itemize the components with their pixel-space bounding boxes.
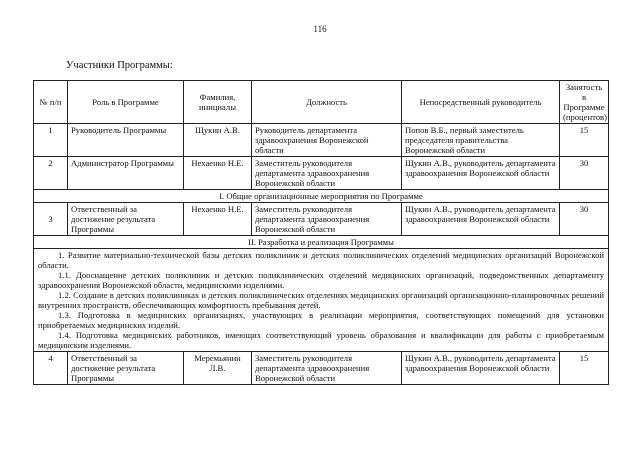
paragraph-1-2: 1.2. Создание в детских поликлиниках и детских поликлинических отделениях медицинских организаций организационно-планировочных решений внутренних пространств, обеспечивающих комфортность пребывания детей. bbox=[38, 290, 604, 310]
row-position: Заместитель руководителя департамента здравоохранения Воронежской области bbox=[252, 203, 402, 236]
row-load: 15 bbox=[560, 352, 609, 385]
paragraph-row bbox=[34, 249, 609, 352]
row-supervisor: Попов В.Б., первый заместитель председателя правительства Воронежской области bbox=[402, 124, 560, 157]
row-position: Заместитель руководителя департамента здравоохранения Воронежской области bbox=[252, 157, 402, 190]
section-title: Участники Программы: bbox=[66, 60, 173, 71]
section-heading-2: II. Разработка и реализация Программы bbox=[34, 236, 609, 249]
row-num: 1 bbox=[34, 124, 68, 157]
row-role: Администратор Программы bbox=[68, 157, 184, 190]
row-role: Руководитель Программы bbox=[68, 124, 184, 157]
row-supervisor: Щукин А.В., руководитель департамента здравоохранения Воронежской области bbox=[402, 203, 560, 236]
section-heading-1: I. Общие организационные мероприятия по Программе bbox=[34, 190, 609, 203]
participants-table bbox=[33, 80, 609, 385]
page-number: 116 bbox=[313, 24, 327, 34]
row-supervisor: Щукин А.В., руководитель департамента здравоохранения Воронежской области bbox=[402, 157, 560, 190]
row-supervisor: Щукин А.В., руководитель департамента здравоохранения Воронежской области bbox=[402, 352, 560, 385]
table-header-row bbox=[34, 81, 609, 124]
row-load: 30 bbox=[560, 203, 609, 236]
header-position: Должность bbox=[252, 81, 402, 124]
paragraph-1-1: 1.1. Дооснащение детских поликлиник и детских поликлинических отделений медицинских организаций, подведомственных департаменту здравоохранения Воронежской области, медицинскими изделиями. bbox=[38, 270, 604, 290]
header-num: № п/п bbox=[34, 81, 68, 124]
row-name: Нехаенко Н.Е. bbox=[184, 203, 252, 236]
section-row bbox=[34, 190, 609, 203]
row-num: 3 bbox=[34, 203, 68, 236]
row-name: Нехаенко Н.Е. bbox=[184, 157, 252, 190]
header-role: Роль в Программе bbox=[68, 81, 184, 124]
row-position: Руководитель департамента здравоохранения Воронежской области bbox=[252, 124, 402, 157]
paragraph-1: 1. Развитие материально-технической базы детских поликлиник и детских поликлинических отделений медицинских организаций Воронежской области. bbox=[38, 250, 604, 270]
row-num: 2 bbox=[34, 157, 68, 190]
header-supervisor: Непосредственный руководитель bbox=[402, 81, 560, 124]
row-load: 15 bbox=[560, 124, 609, 157]
row-role: Ответственный за достижение результата Программы bbox=[68, 203, 184, 236]
table-row bbox=[34, 203, 609, 236]
table-row bbox=[34, 157, 609, 190]
paragraph-1-4: 1.4. Подготовка медицинских работников, имеющих соответствующий уровень образования и квалификации для работы с приобретаемым медицинским изделиями. bbox=[38, 330, 604, 350]
section-row bbox=[34, 236, 609, 249]
row-num: 4 bbox=[34, 352, 68, 385]
row-name: Меремьянин Л.В. bbox=[184, 352, 252, 385]
row-load: 30 bbox=[560, 157, 609, 190]
row-position: Заместитель руководителя департамента здравоохранения Воронежской области bbox=[252, 352, 402, 385]
paragraph-1-3: 1.3. Подготовка в медицинских организациях, участвующих в реализации мероприятия, соответствующих помещений для установки приобретаемых медицинских изделий. bbox=[38, 310, 604, 330]
row-name: Щукин А.В. bbox=[184, 124, 252, 157]
table-row bbox=[34, 124, 609, 157]
measures-text bbox=[34, 249, 609, 352]
table-row bbox=[34, 352, 609, 385]
header-load: Занятость в Программе (процентов) bbox=[560, 81, 609, 124]
header-name: Фамилия, инициалы bbox=[184, 81, 252, 124]
row-role: Ответственный за достижение результата Программы bbox=[68, 352, 184, 385]
